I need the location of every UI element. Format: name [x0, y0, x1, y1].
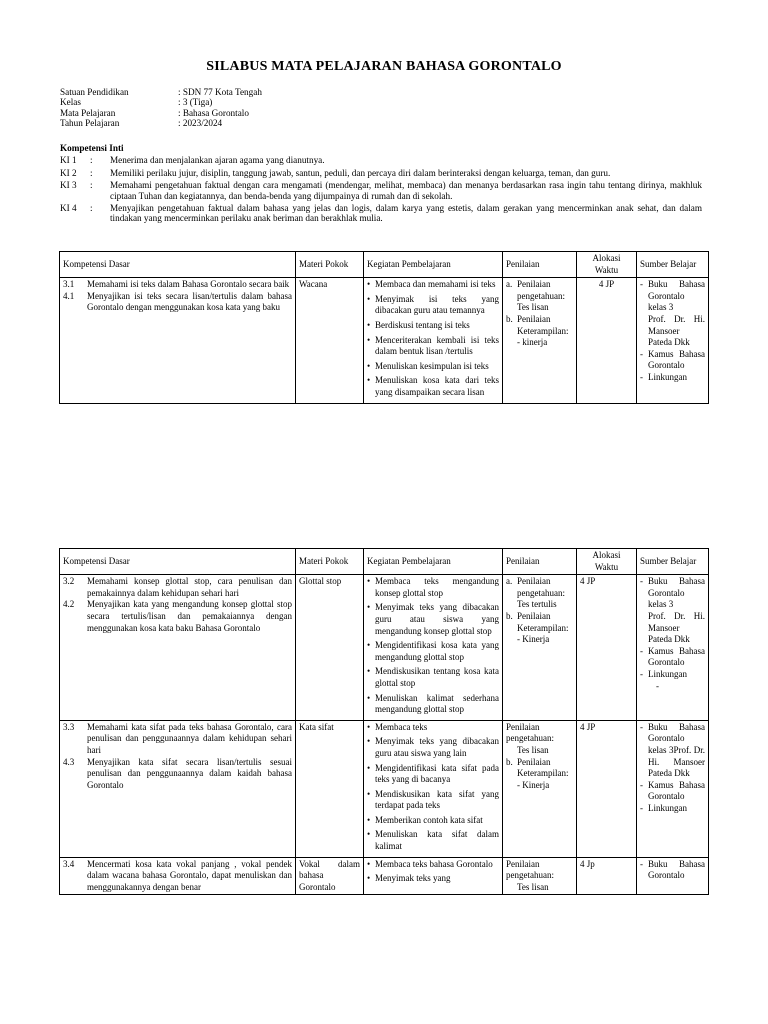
- table-header-row: [60, 252, 709, 278]
- info-row-kelas: [60, 97, 262, 107]
- penilaian-item: [506, 314, 573, 337]
- penilaian-label: Penilaian pengetahuan:: [517, 279, 565, 301]
- activity-item: • Mengidentifikasi kata sifat pada teks yang di bacanya: [367, 763, 499, 786]
- kd-text: Menyajikan kata yang mengandung konsep glottal stop secara tertulis/lisan dan pemakaiannya dengan menggunakan kosa kata baku Bahasa Gorontalo: [87, 599, 292, 633]
- sumber-author: Prof. Dr. Hi. Mansoer Pateda Dkk: [648, 610, 705, 645]
- page-title: SILABUS MATA PELAJARAN BAHASA GORONTALO: [206, 59, 562, 74]
- materi-cell: Kata sifat: [296, 720, 364, 857]
- kd-text: Menyajikan kata sifat secara lisan/tertulis sesuai penulisan dan penggunaannya dalam kaidah bahasa Gorontalo: [87, 756, 292, 790]
- info-label: Tahun Pelajaran: [60, 118, 120, 129]
- penilaian-label: Penilaian Keterampilan:: [517, 756, 569, 779]
- table-row: [60, 720, 709, 857]
- sumber-item: - Buku Bahasa Gorontalo kelas 3: [640, 576, 705, 610]
- penilaian-cell: [503, 278, 577, 403]
- activity-item: • Membaca teks mengandung konsep glottal stop: [367, 576, 499, 599]
- info-row-satuan: [60, 87, 262, 97]
- activity-item: • Menceriterakan kembali isi teks dalam bentuk lisan /tertulis: [367, 335, 499, 358]
- sumber-item: - Buku Bahasa Gorontalo kelas 3Prof. Dr. Hi. Mansoer Pateda Dkk: [640, 721, 705, 779]
- penilaian-item: [506, 757, 573, 780]
- penilaian-cell: [503, 857, 577, 895]
- penilaian-marker: b.: [506, 313, 513, 324]
- sumber-text: Linkungan: [648, 802, 687, 813]
- header-materi-pokok: Materi Pokok: [296, 549, 364, 575]
- sumber-cell: [637, 278, 709, 403]
- kd-number: 3.2: [63, 576, 75, 587]
- sumber-author: Prof. Dr. Hi. Mansoer Pateda Dkk: [648, 313, 705, 348]
- header-sumber: Sumber Belajar: [637, 549, 709, 575]
- activity-item: • Menuliskan kata sifat dalam kalimat: [367, 829, 499, 852]
- penilaian-sub: Tes lisan: [517, 881, 549, 892]
- ki-item: [60, 168, 702, 178]
- kd-number: 3.1: [63, 279, 75, 290]
- kd-cell: [60, 575, 296, 721]
- info-row-mapel: [60, 108, 262, 118]
- info-value: : Bahasa Gorontalo: [178, 107, 249, 118]
- header-materi-pokok: Materi Pokok: [296, 252, 364, 278]
- kd-cell: [60, 720, 296, 857]
- alokasi-cell: 4 JP: [577, 278, 637, 403]
- info-value: : 2023/2024: [178, 118, 223, 129]
- activity-item: • Menyimak teks yang: [367, 873, 499, 885]
- kd-number: 4.3: [63, 756, 75, 767]
- sumber-item: - Linkungan: [640, 802, 687, 813]
- ki-colon: :: [90, 203, 93, 214]
- materi-cell: Wacana: [296, 278, 364, 403]
- ki-text: Memahami pengetahuan faktual dengan cara mengamati (mendengar, melihat, membaca) dan menanya berdasarkan rasa ingin tahu tentang dirinya, makhluk ciptaan Tuhan dan kegiatannya, dan benda-benda yang dijumpainya di rumah dan di sekolah.: [110, 180, 702, 201]
- kd-cell: [60, 857, 296, 895]
- penilaian-item: [506, 611, 573, 634]
- activity-list: [367, 859, 499, 885]
- sumber-item: - Buku Bahasa Gorontalo: [640, 858, 705, 881]
- activity-list: [367, 722, 499, 853]
- table-row: [60, 575, 709, 721]
- sumber-text: Buku Bahasa Gorontalo kelas 3: [648, 576, 705, 610]
- ki-item: [60, 180, 702, 201]
- alokasi-cell: 4 Jp: [577, 857, 637, 895]
- activity-item: • Membaca dan memahami isi teks: [367, 279, 499, 291]
- header-penilaian: Penilaian: [503, 549, 577, 575]
- table-row: [60, 857, 709, 895]
- info-value: : SDN 77 Kota Tengah: [178, 87, 262, 97]
- header-sumber: Sumber Belajar: [637, 252, 709, 278]
- sumber-text: Kamus Bahasa Gorontalo: [648, 645, 705, 668]
- sumber-extra: -: [656, 680, 659, 691]
- penilaian-sub: Tes tertulis: [517, 599, 557, 610]
- kd-text: Memahami konsep glottal stop, cara penulisan dan pemakainnya dalam kehidupan sehari hari: [87, 576, 292, 598]
- header-alokasi: Alokasi Waktu: [577, 252, 637, 278]
- kd-item: [63, 576, 292, 599]
- activity-item: • Membaca teks: [367, 722, 499, 734]
- kompetensi-inti: [60, 143, 702, 224]
- sumber-item: - Kamus Bahasa Gorontalo: [640, 645, 705, 668]
- header-penilaian: Penilaian: [503, 252, 577, 278]
- header-kegiatan: Kegiatan Pembelajaran: [364, 549, 503, 575]
- table-row: [60, 278, 709, 403]
- kd-text: Memahami kata sifat pada teks bahasa Gorontalo, cara penulisan dan penggunaannya dalam kehidupan sehari hari: [87, 721, 292, 755]
- school-info: [60, 87, 262, 129]
- sumber-text: Linkungan: [648, 668, 687, 679]
- penilaian-sub: - Kinerja: [517, 779, 550, 790]
- sumber-item: - Linkungan: [640, 668, 687, 679]
- info-value: : 3 (Tiga): [178, 97, 213, 108]
- materi-cell: Vokal dalam bahasa Gorontalo: [296, 857, 364, 895]
- sumber-text: Linkungan: [648, 371, 687, 382]
- sumber-text: Kamus Bahasa Gorontalo: [648, 348, 705, 371]
- activity-item: • Menyimak teks yang dibacakan guru atau siswa yang lain: [367, 736, 499, 759]
- sumber-item: - Kamus Bahasa Gorontalo: [640, 348, 705, 371]
- header-kompetensi-dasar: Kompetensi Dasar: [60, 549, 296, 575]
- kd-item: [63, 859, 292, 894]
- penilaian-marker: b.: [506, 610, 513, 621]
- kd-item: [63, 279, 292, 291]
- header-alokasi: Alokasi Waktu: [577, 549, 637, 575]
- penilaian-item: [506, 279, 573, 302]
- kegiatan-cell: [364, 720, 503, 857]
- penilaian-label: Penilaian pengetahuan:: [506, 858, 554, 881]
- ki-code: KI 4: [60, 203, 77, 214]
- activity-item: • Mendiskusikan kata sifat yang terdapat pada teks: [367, 789, 499, 812]
- penilaian-sub: - Kinerja: [517, 634, 550, 645]
- info-label: Kelas: [60, 97, 81, 108]
- kegiatan-cell: [364, 575, 503, 721]
- sumber-cell: [637, 857, 709, 895]
- kd-number: 4.2: [63, 599, 75, 610]
- sumber-text: Kamus Bahasa Gorontalo: [648, 779, 705, 802]
- activity-item: • Menuliskan kosa kata dari teks yang disampaikan secara lisan: [367, 375, 499, 398]
- activity-item: • Mendiskusikan tentang kosa kata glottal stop: [367, 666, 499, 689]
- activity-item: • Menuliskan kesimpulan isi teks: [367, 361, 499, 373]
- activity-item: • Menyimak teks yang dibacakan guru atau siswa yang mengandung konsep glottal stop: [367, 602, 499, 637]
- ki-text: Menerima dan menjalankan ajaran agama yang dianutnya.: [110, 155, 325, 166]
- activity-item: • Menyimak isi teks yang dibacakan guru atau temannya: [367, 294, 499, 317]
- ki-colon: :: [90, 180, 93, 191]
- penilaian-sub: Tes lisan: [517, 744, 549, 755]
- alokasi-cell: 4 JP: [577, 720, 637, 857]
- penilaian-marker: a.: [506, 576, 513, 587]
- header-kegiatan: Kegiatan Pembelajaran: [364, 252, 503, 278]
- penilaian-marker: b.: [506, 756, 513, 767]
- activity-item: • Membaca teks bahasa Gorontalo: [367, 859, 499, 871]
- table-header-row: [60, 549, 709, 575]
- ki-code: KI 2: [60, 167, 77, 178]
- sumber-item: - Kamus Bahasa Gorontalo: [640, 779, 705, 802]
- activity-list: [367, 576, 499, 716]
- activity-list: [367, 279, 499, 398]
- kd-item: [63, 291, 292, 314]
- syllabus-table-1: [59, 251, 709, 404]
- penilaian-cell: [503, 575, 577, 721]
- sumber-text: Buku Bahasa Gorontalo kelas 3: [648, 279, 705, 313]
- penilaian-label: Penilaian Keterampilan:: [517, 313, 569, 336]
- kd-cell: [60, 278, 296, 403]
- kd-number: 4.1: [63, 290, 75, 301]
- ki-text: Memiliki perilaku jujur, disiplin, tanggung jawab, santun, peduli, dan percaya diri dalam berinteraksi dengan keluarga, teman, dan guru.: [110, 167, 611, 178]
- sumber-text: Buku Bahasa Gorontalo kelas 3Prof. Dr. Hi. Mansoer Pateda Dkk: [648, 721, 705, 779]
- penilaian-label: Penilaian pengetahuan:: [517, 576, 565, 598]
- penilaian-label: Penilaian Keterampilan:: [517, 610, 569, 633]
- kegiatan-cell: [364, 857, 503, 895]
- penilaian-item: [506, 576, 573, 599]
- alokasi-cell: 4 JP: [577, 575, 637, 721]
- activity-item: • Menuliskan kalimat sederhana mengandung glottal stop: [367, 693, 499, 716]
- sumber-item: - Buku Bahasa Gorontalo kelas 3: [640, 279, 705, 313]
- kegiatan-cell: [364, 278, 503, 403]
- ki-colon: :: [90, 155, 93, 166]
- header-kompetensi-dasar: Kompetensi Dasar: [60, 252, 296, 278]
- kd-text: Menyajikan isi teks secara lisan/tertulis dalam bahasa Gorontalo dengan menggunakan kosa kata yang baku: [87, 290, 292, 313]
- ki-code: KI 1: [60, 155, 77, 166]
- ki-code: KI 3: [60, 180, 77, 191]
- ki-colon: :: [90, 167, 93, 178]
- sumber-cell: [637, 720, 709, 857]
- info-row-tahun: [60, 118, 262, 128]
- kd-number: 3.4: [63, 858, 75, 869]
- kd-item: [63, 757, 292, 792]
- ki-text: Menyajikan pengetahuan faktual dalam bahasa yang jelas dan logis, dalam karya yang estetis, dalam gerakan yang mencerminkan anak sehat, dan dalam tindakan yang mencerminkan perilaku anak beriman dan berakhlak mulia.: [110, 203, 702, 224]
- ki-item: [60, 203, 702, 224]
- info-label: Mata Pelajaran: [60, 107, 116, 118]
- activity-item: • Berdiskusi tentang isi teks: [367, 320, 499, 332]
- kd-item: [63, 599, 292, 634]
- sumber-item: - Linkungan: [640, 371, 687, 382]
- penilaian-marker: a.: [506, 279, 513, 290]
- penilaian-sub: Tes lisan: [517, 302, 549, 313]
- sumber-cell: [637, 575, 709, 721]
- penilaian-cell: [503, 720, 577, 857]
- penilaian-sub: - kinerja: [517, 337, 548, 348]
- syllabus-table-2: [59, 548, 709, 895]
- penilaian-label: Penilaian pengetahuan:: [506, 721, 554, 744]
- sumber-text: Buku Bahasa Gorontalo: [648, 858, 705, 881]
- materi-cell: Glottal stop: [296, 575, 364, 721]
- kd-number: 3.3: [63, 721, 75, 732]
- kd-text: Mencermati kosa kata vokal panjang , vokal pendek dalam wacana bahasa Gorontalo, dapat menuliskan dan menggunakannya dengan benar: [87, 858, 292, 892]
- kd-item: [63, 722, 292, 757]
- info-label: Satuan Pendidikan: [60, 87, 129, 97]
- activity-item: • Memberikan contoh kata sifat: [367, 815, 499, 827]
- activity-item: • Mengidentifikasi kosa kata yang mengandung glottal stop: [367, 640, 499, 663]
- ki-heading: Kompetensi Inti: [60, 143, 124, 153]
- kd-text: Memahami isi teks dalam Bahasa Gorontalo secara baik: [87, 279, 290, 290]
- ki-item: [60, 155, 702, 165]
